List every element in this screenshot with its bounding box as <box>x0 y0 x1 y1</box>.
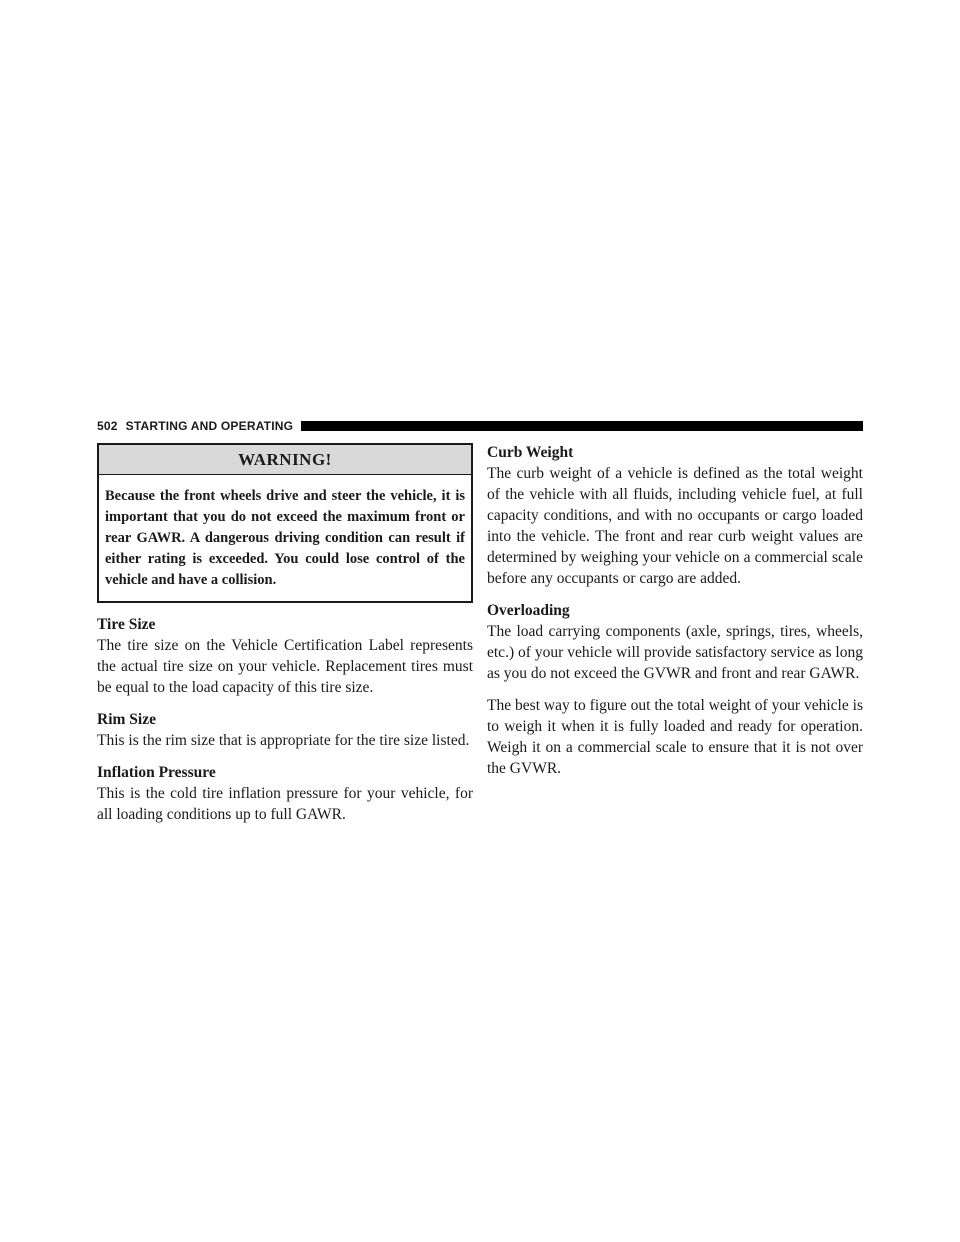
section-text: The tire size on the Vehicle Certification Label represents the actual tire size on your vehicle. Replacement tires must be equal to the load capacity of this tire size. <box>97 637 473 696</box>
section-rim-size <box>97 710 473 751</box>
warning-title: WARNING! <box>99 445 471 475</box>
section-tire-size <box>97 615 473 698</box>
section-curb-weight <box>487 443 863 589</box>
section-inflation-pressure <box>97 763 473 825</box>
section-heading: Overloading <box>487 602 570 619</box>
section-heading: Rim Size <box>97 711 156 728</box>
right-column <box>487 443 863 779</box>
left-column <box>97 443 473 825</box>
page-header <box>97 418 863 434</box>
section-heading: Tire Size <box>97 616 156 633</box>
section-text: The load carrying components (axle, springs, tires, wheels, etc.) of your vehicle will provide satisfactory service as long as you do not exceed the GVWR and front and rear GAWR. <box>487 623 863 682</box>
section-title: STARTING AND OPERATING <box>125 419 294 433</box>
section-text: This is the cold tire inflation pressure for your vehicle, for all loading conditions up to full GAWR. <box>97 785 473 823</box>
warning-body: Because the front wheels drive and steer the vehicle, it is important that you do not exceed the maximum front or rear GAWR. A dangerous driving condition can result if either rating is exceeded. You could lose control of the vehicle and have a collision. <box>105 488 465 588</box>
warning-box <box>97 443 473 603</box>
section-text: The curb weight of a vehicle is defined as the total weight of the vehicle with all fluids, including vehicle fuel, at full capacity conditions, and with no occupants or cargo loaded into the vehicle. The front and rear curb weight values are determined by weighing your vehicle on a commercial scale before any occupants or cargo are added. <box>487 465 863 587</box>
section-text: The best way to figure out the total weight of your vehicle is to weigh it when it is fully loaded and ready for operation. Weigh it on a commercial scale to ensure that it is not over the GVWR. <box>487 697 863 777</box>
section-heading: Curb Weight <box>487 444 574 461</box>
page-number: 502 <box>97 419 118 433</box>
section-heading: Inflation Pressure <box>97 764 216 781</box>
header-rule <box>301 421 863 431</box>
section-overloading <box>487 601 863 779</box>
section-text: This is the rim size that is appropriate for the tire size listed. <box>97 732 470 749</box>
